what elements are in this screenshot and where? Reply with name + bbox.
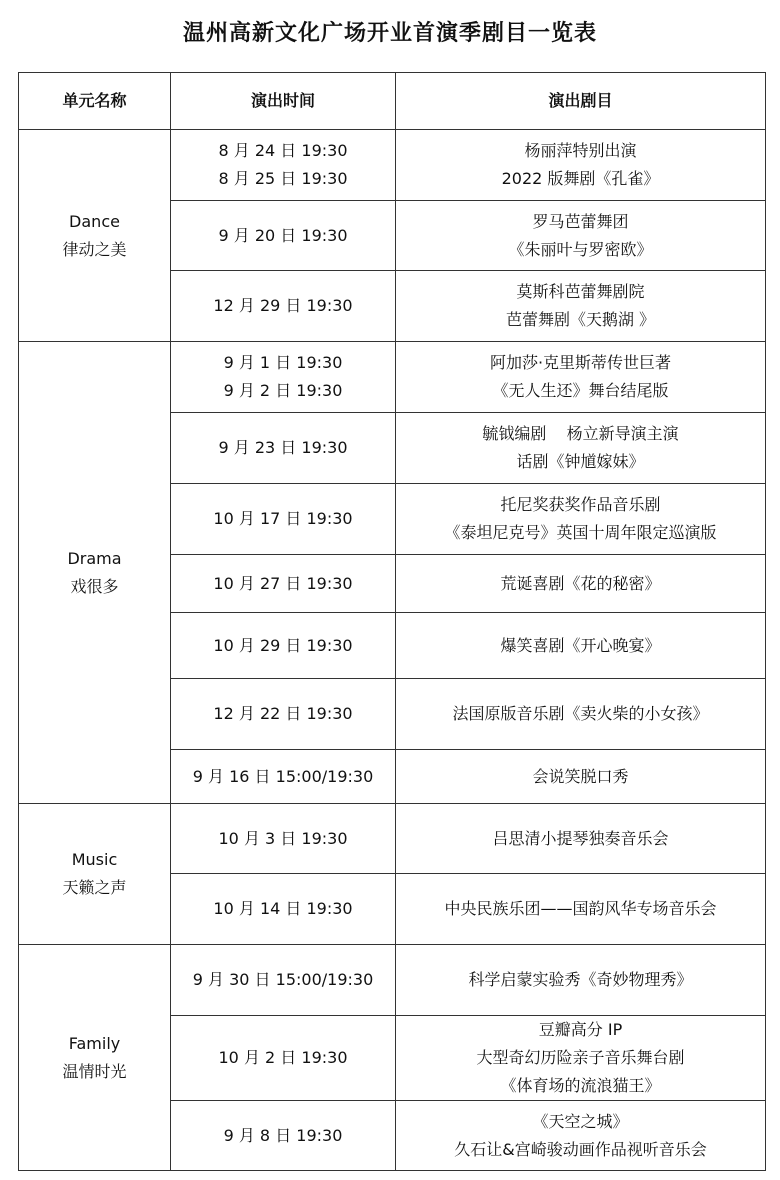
program-cell bbox=[396, 130, 766, 201]
time-cell bbox=[171, 1016, 396, 1101]
program-cell bbox=[396, 342, 766, 413]
unit-name-en: Music bbox=[71, 850, 118, 869]
time-line: 9 月 1 日 19:30 bbox=[223, 353, 343, 372]
time-cell bbox=[171, 130, 396, 201]
program-cell bbox=[396, 201, 766, 271]
table-row bbox=[19, 130, 766, 201]
program-cell bbox=[396, 1016, 766, 1101]
time-line: 9 月 8 日 19:30 bbox=[223, 1125, 343, 1145]
program-line: 罗马芭蕾舞团 bbox=[532, 211, 629, 231]
time-line: 10 月 14 日 19:30 bbox=[213, 899, 353, 918]
time-line: 10 月 2 日 19:30 bbox=[218, 1048, 348, 1067]
unit-name-en: Drama bbox=[67, 548, 122, 568]
header-unit: 单元名称 bbox=[19, 73, 171, 130]
time-cell bbox=[171, 679, 396, 750]
program-line: 阿加莎·克里斯蒂传世巨著 bbox=[489, 353, 672, 372]
unit-name-zh: 温情时光 bbox=[62, 1061, 127, 1081]
program-line: 会说笑脱口秀 bbox=[532, 766, 629, 786]
program-cell bbox=[396, 613, 766, 679]
program-cell bbox=[396, 804, 766, 874]
program-line: 吕思清小提琴独奏音乐会 bbox=[492, 828, 669, 848]
program-line: 《朱丽叶与罗密欧》 bbox=[508, 239, 653, 259]
time-line: 12 月 22 日 19:30 bbox=[213, 704, 353, 723]
program-line: 中央民族乐团——国韵风华专场音乐会 bbox=[444, 899, 717, 918]
time-line: 12 月 29 日 19:30 bbox=[213, 296, 353, 315]
time-cell bbox=[171, 271, 396, 342]
program-line: 《泰坦尼克号》英国十周年限定巡演版 bbox=[444, 523, 717, 542]
unit-name-zh: 戏很多 bbox=[70, 576, 119, 596]
program-cell bbox=[396, 413, 766, 484]
program-cell bbox=[396, 555, 766, 613]
unit-name-cell bbox=[19, 804, 171, 945]
program-cell bbox=[396, 271, 766, 342]
schedule-table bbox=[18, 72, 766, 1171]
table-row bbox=[19, 804, 766, 874]
time-line: 9 月 20 日 19:30 bbox=[218, 225, 348, 245]
time-cell bbox=[171, 201, 396, 271]
program-cell bbox=[396, 484, 766, 555]
time-cell bbox=[171, 804, 396, 874]
program-line: 爆笑喜剧《开心晚宴》 bbox=[500, 635, 661, 655]
time-line: 9 月 16 日 15:00/19:30 bbox=[192, 766, 374, 786]
unit-name-cell bbox=[19, 342, 171, 804]
time-line: 10 月 3 日 19:30 bbox=[218, 828, 348, 848]
unit-name-en: Dance bbox=[69, 211, 120, 231]
time-cell bbox=[171, 874, 396, 945]
header-row bbox=[19, 73, 766, 130]
program-line: 《天空之城》 bbox=[532, 1111, 629, 1131]
program-cell bbox=[396, 945, 766, 1016]
program-line: 科学启蒙实验秀《奇妙物理秀》 bbox=[468, 970, 693, 989]
program-line: 芭蕾舞剧《天鹅湖 》 bbox=[505, 310, 656, 329]
time-line: 8 月 24 日 19:30 bbox=[218, 141, 348, 160]
program-line: 托尼奖获奖作品音乐剧 bbox=[500, 495, 661, 514]
table-row bbox=[19, 342, 766, 413]
time-line: 9 月 30 日 15:00/19:30 bbox=[192, 970, 374, 989]
time-cell bbox=[171, 555, 396, 613]
program-line: 《体育场的流浪猫王》 bbox=[500, 1076, 661, 1095]
unit-name-en: Family bbox=[68, 1033, 121, 1053]
program-line: 莫斯科芭蕾舞剧院 bbox=[516, 282, 645, 301]
time-line: 8 月 25 日 19:30 bbox=[218, 169, 348, 188]
time-cell bbox=[171, 413, 396, 484]
table-row bbox=[19, 945, 766, 1016]
time-line: 10 月 27 日 19:30 bbox=[213, 573, 353, 593]
program-line: 法国原版音乐剧《卖火柴的小女孩》 bbox=[452, 704, 709, 723]
program-line: 话剧《钟馗嫁妹》 bbox=[516, 452, 645, 471]
program-line: 荒诞喜剧《花的秘密》 bbox=[500, 573, 661, 593]
page-title: 温州高新文化广场开业首演季剧目一览表 bbox=[182, 21, 597, 46]
program-cell bbox=[396, 679, 766, 750]
time-cell bbox=[171, 613, 396, 679]
time-cell bbox=[171, 1101, 396, 1171]
program-cell bbox=[396, 1101, 766, 1171]
program-cell bbox=[396, 874, 766, 945]
header-time: 演出时间 bbox=[171, 73, 396, 130]
time-cell bbox=[171, 945, 396, 1016]
time-line: 9 月 23 日 19:30 bbox=[218, 438, 348, 457]
program-line: 毓钺编剧 杨立新导演主演 bbox=[482, 424, 679, 443]
program-line: 大型奇幻历险亲子音乐舞台剧 bbox=[476, 1048, 685, 1067]
header-program: 演出剧目 bbox=[396, 73, 766, 130]
unit-name-zh: 天籁之声 bbox=[62, 878, 127, 897]
program-cell bbox=[396, 750, 766, 804]
time-line: 9 月 2 日 19:30 bbox=[223, 381, 343, 400]
table-body bbox=[19, 130, 766, 1171]
program-line: 豆瓣高分 IP bbox=[538, 1020, 623, 1039]
program-line: 2022 版舞剧《孔雀》 bbox=[501, 169, 660, 188]
time-cell bbox=[171, 484, 396, 555]
program-line: 杨丽萍特别出演 bbox=[524, 141, 637, 160]
program-line: 久石让&宫崎骏动画作品视听音乐会 bbox=[454, 1139, 707, 1159]
program-line: 《无人生还》舞台结尾版 bbox=[492, 381, 669, 400]
time-cell bbox=[171, 750, 396, 804]
time-cell bbox=[171, 342, 396, 413]
time-line: 10 月 17 日 19:30 bbox=[213, 509, 353, 528]
unit-name-cell bbox=[19, 130, 171, 342]
time-line: 10 月 29 日 19:30 bbox=[213, 635, 353, 655]
unit-name-zh: 律动之美 bbox=[62, 239, 127, 259]
unit-name-cell bbox=[19, 945, 171, 1171]
